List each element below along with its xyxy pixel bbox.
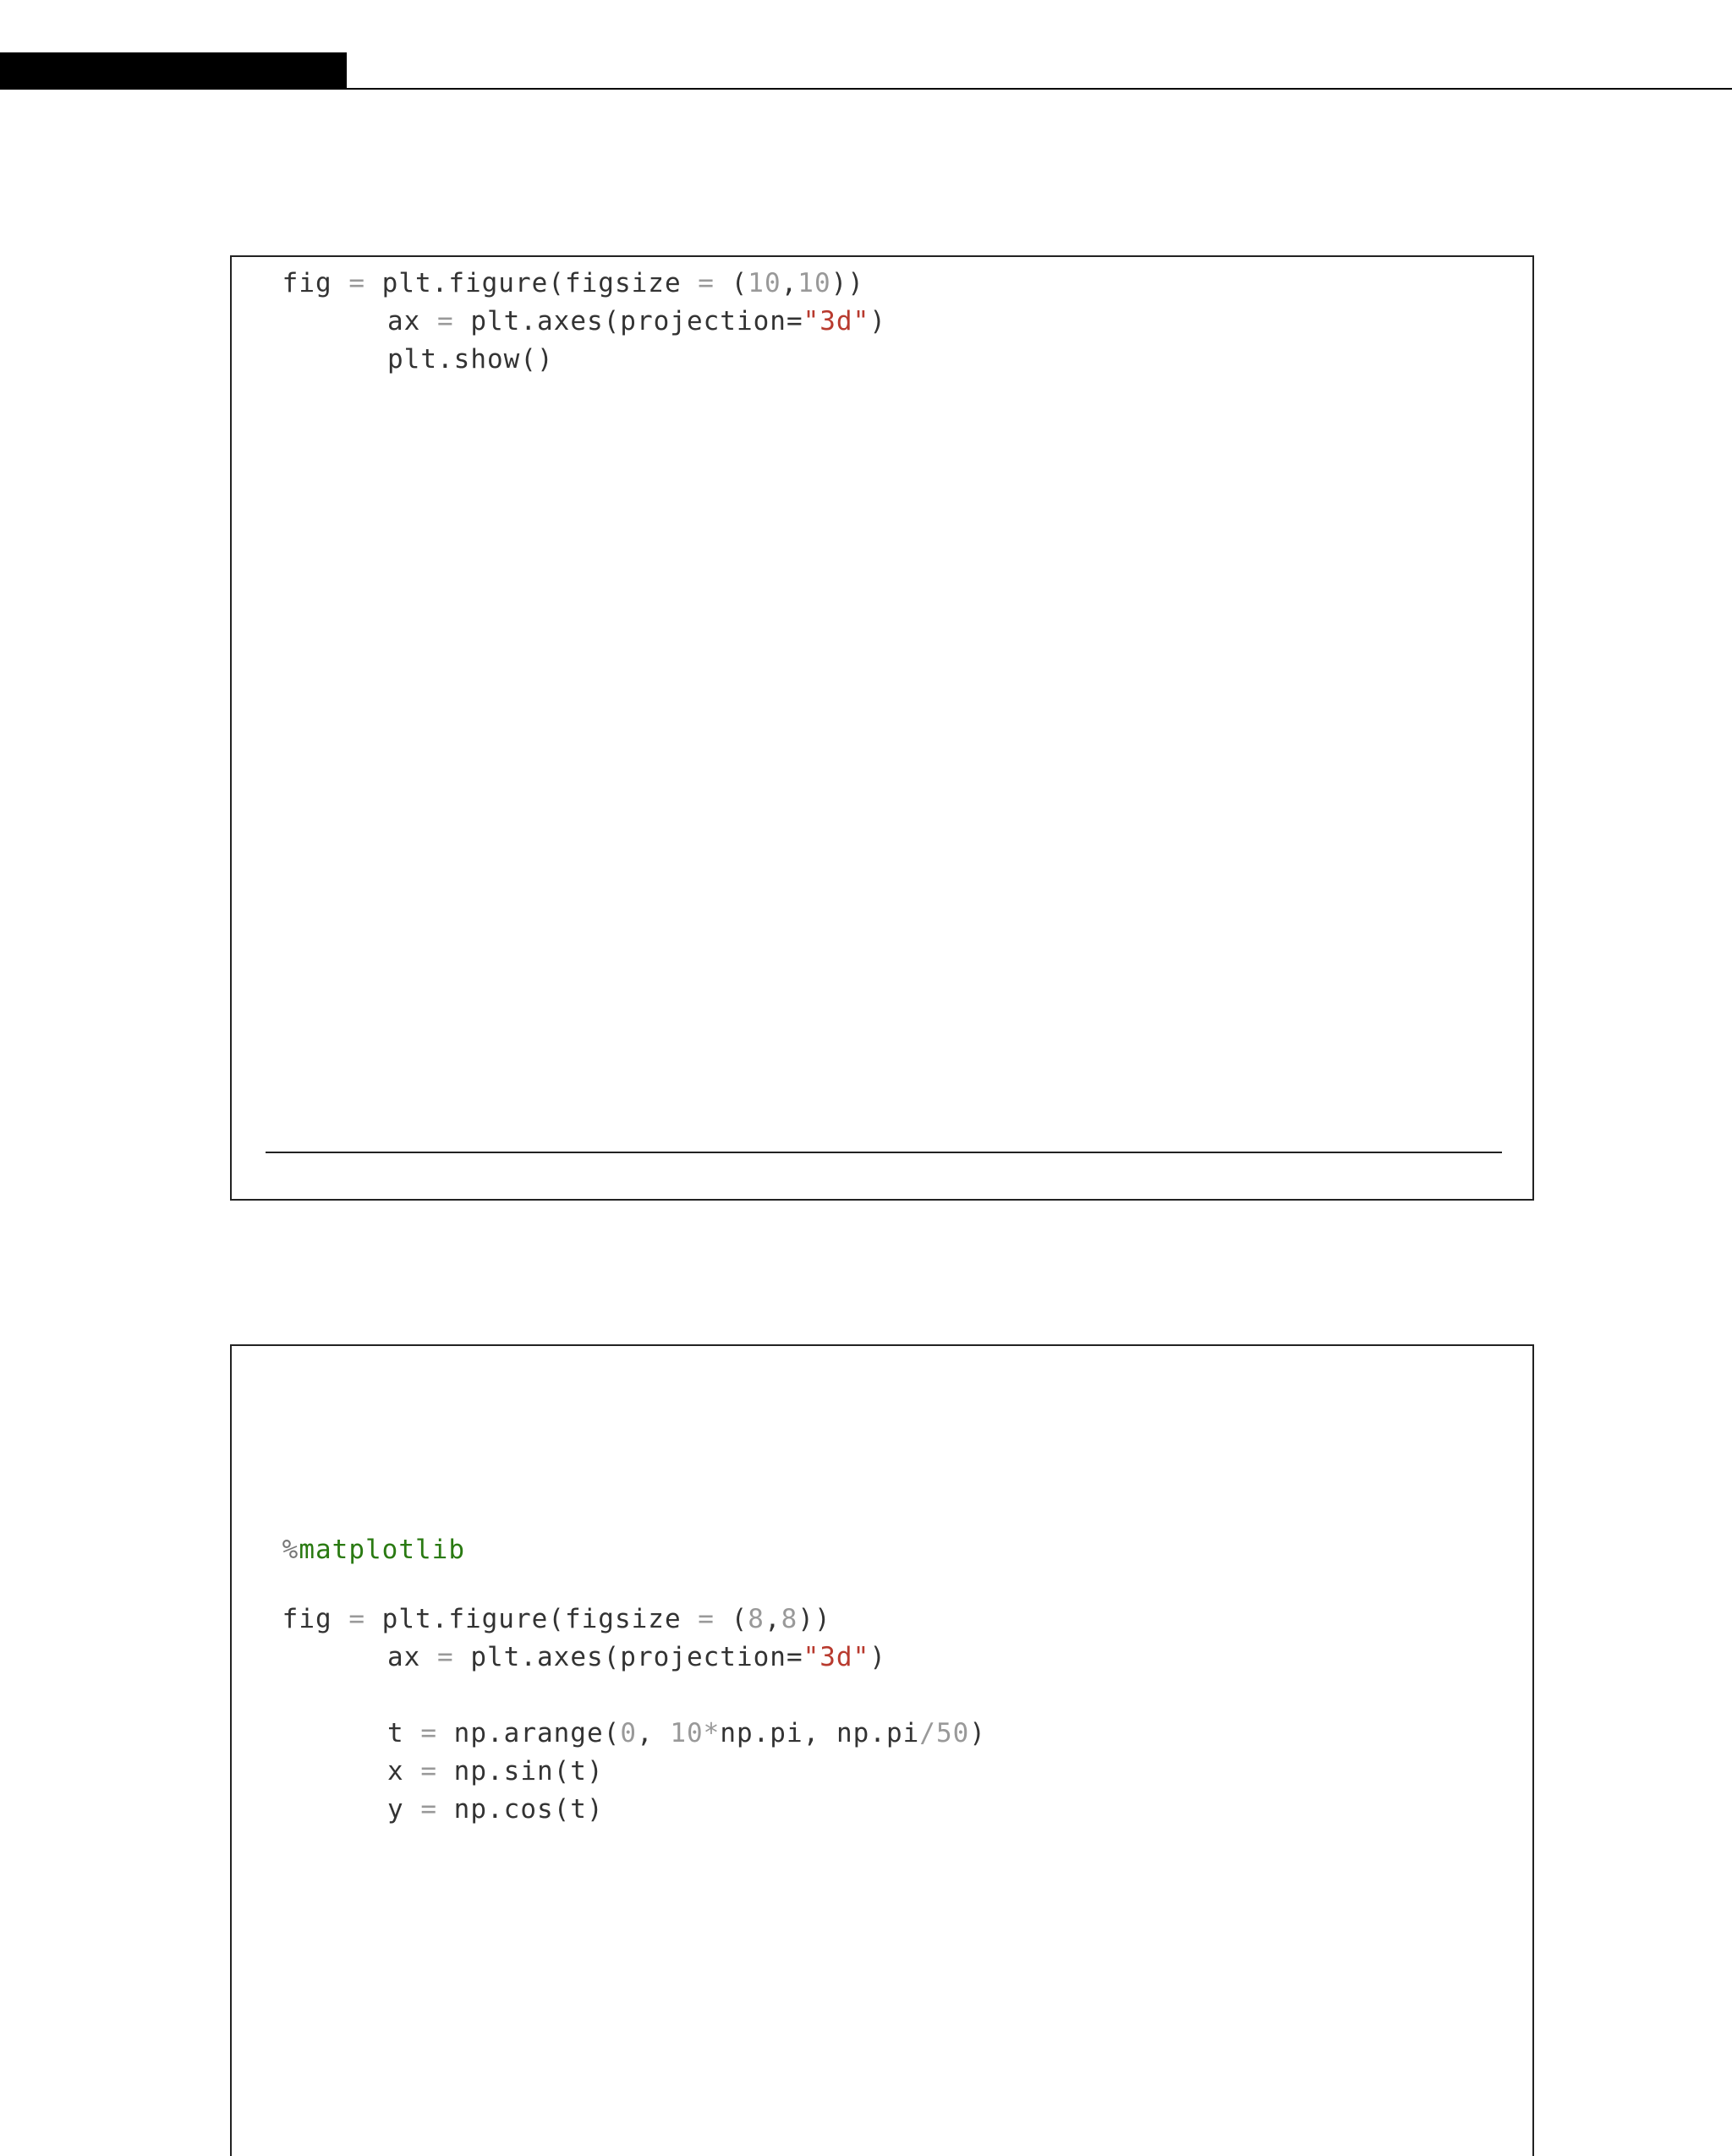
3d-axes-plot <box>232 257 1532 1103</box>
cell4-line-4: t = np.arange(0, 10*np.pi, np.pi/50) <box>387 1718 986 1748</box>
cell4-line-5: x = np.sin(t) <box>387 1756 604 1787</box>
figure-rule <box>266 1152 1502 1153</box>
cell3-magic: matplotlib <box>299 1535 465 1565</box>
header-rule <box>0 88 1732 90</box>
running-head <box>230 91 296 139</box>
cell4-line-2: ax = plt.axes(projection="3d") <box>387 1642 886 1672</box>
code-line-2: ax = plt.axes(projection="3d") <box>387 306 886 337</box>
try-it-box <box>230 1344 1534 2156</box>
figure-box <box>230 255 1534 1201</box>
header-bar <box>0 52 347 90</box>
cell4-line-1: fig = plt.figure(figsize = (8,8)) <box>266 1604 831 1634</box>
code-line-3: plt.show() <box>387 344 554 375</box>
code-line-1: fig = plt.figure(figsize = (10,10)) <box>266 268 864 298</box>
cell4-line-6: y = np.cos(t) <box>387 1794 604 1825</box>
cell3-line: %matplotlib <box>282 1535 465 1565</box>
